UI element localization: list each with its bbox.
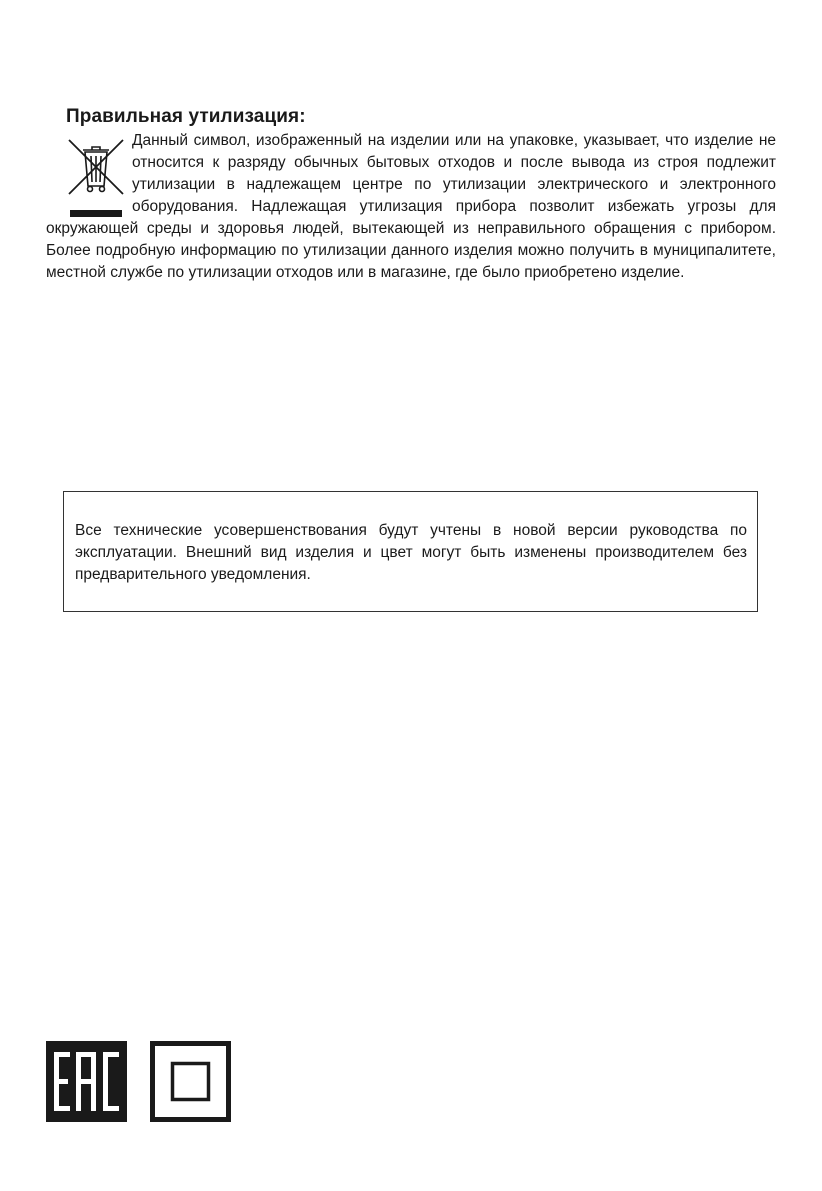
disposal-text: Данный символ, изображенный на изделии или на упаковке, указывает, что изделие не относится к разряду обычных бытовых отходов и после вывода из строя подлежит утилизации в надлежащем центре по утилизации электрического и электронного оборудования. Надлежащая утилизация прибора позволит избежать угрозы для окружающей среды и здоровья людей, вытекающей из неправильного обращения с прибором. Более подробную информацию по утилизации данного изделия можно получить в муниципалитете, местной службе по утилизации отходов или в магазине, где было приобретено изделие.	[46, 132, 776, 281]
eac-mark-icon	[46, 1041, 127, 1122]
crossed-out-wheelie-bin-icon	[66, 134, 126, 218]
double-insulation-class-ii-icon	[150, 1041, 231, 1122]
disposal-heading: Правильная утилизация:	[66, 106, 306, 127]
notice-text: Все технические усовершенствования будут учтены в новой версии руководства по эксплуатации. Внешний вид изделия и цвет могут быть изменены производителем без предварительного уведомления.	[75, 522, 747, 583]
notice-box	[63, 491, 758, 612]
disposal-paragraph	[46, 130, 776, 284]
